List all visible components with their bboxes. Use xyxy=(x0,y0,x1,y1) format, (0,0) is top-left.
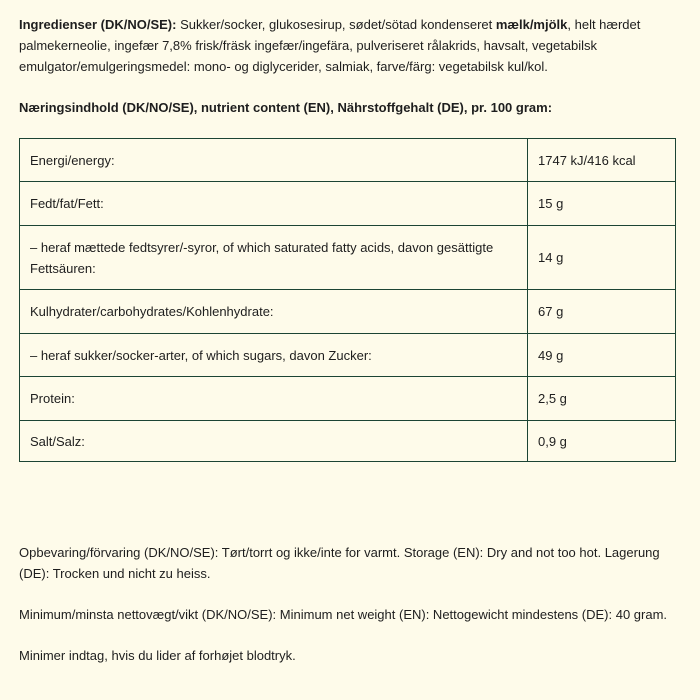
ingredients-text-2: , helt hærdet palmekerneolie, ingefær 7,8% frisk/fräsk ingefær/ingefära, pulveriseret rålakrids, havsalt, vegetabilsk emulgator/emulgeringsmedel: mono- og diglycerider, salmiak, farve/färg: vegetabilsk kul/kol. xyxy=(19,17,641,74)
table-row xyxy=(20,421,676,462)
table-row xyxy=(20,139,676,182)
nutrient-label: Salt/Salz: xyxy=(20,421,528,462)
nutrient-label: Fedt/fat/Fett: xyxy=(20,182,528,226)
nutrient-value: 49 g xyxy=(528,334,676,377)
product-info xyxy=(19,14,679,666)
table-row xyxy=(20,290,676,334)
table-row xyxy=(20,182,676,226)
nutrient-value: 0,9 g xyxy=(528,421,676,462)
nutrient-value: 15 g xyxy=(528,182,676,226)
table-row xyxy=(20,377,676,421)
nutrient-label: Kulhydrater/carbohydrates/Kohlenhydrate: xyxy=(20,290,528,334)
nutrient-value: 1747 kJ/416 kcal xyxy=(528,139,676,182)
table-row xyxy=(20,334,676,377)
nutrition-heading: Næringsindhold (DK/NO/SE), nutrient content (EN), Nährstoffgehalt (DE), pr. 100 gram: xyxy=(19,100,553,115)
nutrient-value: 2,5 g xyxy=(528,377,676,421)
advice-text: Minimer indtag, hvis du lider af forhøjet blodtryk. xyxy=(19,648,296,663)
table-row xyxy=(20,226,676,290)
storage-text: Opbevaring/förvaring (DK/NO/SE): Tørt/torrt og ikke/inte for varmt. Storage (EN): Dry and not too hot. Lagerung (DE): Trocken und nicht zu heiss. xyxy=(19,545,660,581)
ingredients-label: Ingredienser (DK/NO/SE): xyxy=(19,17,177,32)
nutrient-value: 67 g xyxy=(528,290,676,334)
nutrient-label: – heraf mættede fedtsyrer/-syror, of which saturated fatty acids, davon gesättigte Fettsäuren: xyxy=(20,226,528,290)
nutrient-label: Protein: xyxy=(20,377,528,421)
nutrient-label: Energi/energy: xyxy=(20,139,528,182)
net-weight-text: Minimum/minsta nettovægt/vikt (DK/NO/SE): Minimum net weight (EN): Nettogewicht mindestens (DE): 40 gram. xyxy=(19,607,668,622)
ingredients-paragraph xyxy=(19,14,679,77)
nutrient-label: – heraf sukker/socker-arter, of which sugars, davon Zucker: xyxy=(20,334,528,377)
nutrient-value: 14 g xyxy=(528,226,676,290)
nutrition-table xyxy=(19,138,676,462)
ingredients-text-1: Sukker/socker, glukosesirup, sødet/sötad kondenseret xyxy=(176,17,496,32)
ingredients-allergen: mælk/mjölk xyxy=(495,17,568,32)
